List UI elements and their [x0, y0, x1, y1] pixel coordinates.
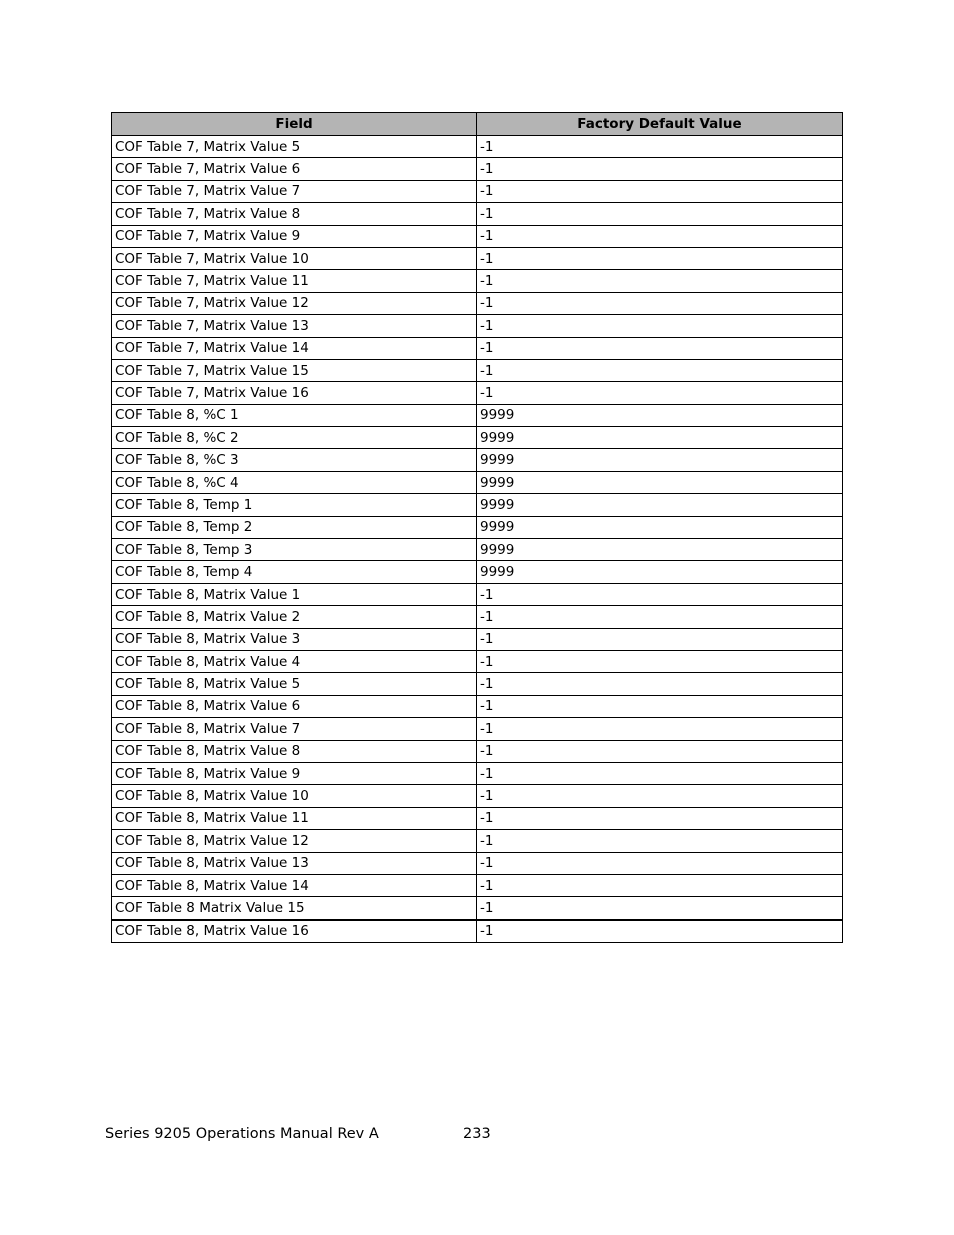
- field-cell: COF Table 8, Matrix Value 12: [112, 830, 477, 852]
- field-cell: COF Table 8 Matrix Value 15: [112, 897, 477, 920]
- default-value-cell: 9999: [477, 561, 843, 583]
- table-row: [112, 807, 843, 829]
- factory-defaults-table: [111, 112, 843, 943]
- default-value-cell: 9999: [477, 494, 843, 516]
- field-cell: COF Table 8, Matrix Value 9: [112, 762, 477, 784]
- default-value-cell: -1: [477, 762, 843, 784]
- field-cell: COF Table 8, Matrix Value 7: [112, 718, 477, 740]
- table-row: [112, 158, 843, 180]
- field-cell: COF Table 7, Matrix Value 16: [112, 382, 477, 404]
- default-value-column-header: Factory Default Value: [477, 113, 843, 136]
- default-value-cell: -1: [477, 359, 843, 381]
- default-value-cell: -1: [477, 785, 843, 807]
- table-row: [112, 494, 843, 516]
- field-cell: COF Table 8, Matrix Value 16: [112, 920, 477, 943]
- field-cell: COF Table 8, Matrix Value 5: [112, 673, 477, 695]
- table-row: [112, 180, 843, 202]
- footer-page-number: 233: [463, 1126, 491, 1142]
- table-row: [112, 337, 843, 359]
- table-row: [112, 315, 843, 337]
- footer-manual-title: Series 9205 Operations Manual Rev A: [105, 1126, 379, 1142]
- table-row: [112, 718, 843, 740]
- table-row: [112, 516, 843, 538]
- table-row: [112, 673, 843, 695]
- field-cell: COF Table 8, Temp 1: [112, 494, 477, 516]
- table-row: [112, 650, 843, 672]
- field-cell: COF Table 7, Matrix Value 13: [112, 315, 477, 337]
- field-cell: COF Table 7, Matrix Value 5: [112, 136, 477, 158]
- table-row: [112, 628, 843, 650]
- table-row: [112, 449, 843, 471]
- table-row: [112, 561, 843, 583]
- default-value-cell: -1: [477, 225, 843, 247]
- default-value-cell: -1: [477, 203, 843, 225]
- table-row: [112, 762, 843, 784]
- table-row: [112, 852, 843, 874]
- table-row: [112, 897, 843, 920]
- default-value-cell: 9999: [477, 539, 843, 561]
- default-value-cell: -1: [477, 337, 843, 359]
- field-cell: COF Table 8, Matrix Value 3: [112, 628, 477, 650]
- default-value-cell: 9999: [477, 516, 843, 538]
- field-cell: COF Table 7, Matrix Value 7: [112, 180, 477, 202]
- default-value-cell: -1: [477, 650, 843, 672]
- table-row: [112, 695, 843, 717]
- default-value-cell: -1: [477, 583, 843, 605]
- default-value-cell: -1: [477, 673, 843, 695]
- default-value-cell: -1: [477, 740, 843, 762]
- field-cell: COF Table 8, %C 1: [112, 404, 477, 426]
- table-row: [112, 359, 843, 381]
- field-cell: COF Table 7, Matrix Value 9: [112, 225, 477, 247]
- field-cell: COF Table 8, Matrix Value 4: [112, 650, 477, 672]
- table-row: [112, 740, 843, 762]
- default-value-cell: -1: [477, 695, 843, 717]
- field-cell: COF Table 7, Matrix Value 12: [112, 292, 477, 314]
- field-cell: COF Table 8, Matrix Value 1: [112, 583, 477, 605]
- field-cell: COF Table 7, Matrix Value 14: [112, 337, 477, 359]
- table-header-row: [112, 113, 843, 136]
- field-cell: COF Table 8, Temp 4: [112, 561, 477, 583]
- field-cell: COF Table 7, Matrix Value 10: [112, 247, 477, 269]
- default-value-cell: -1: [477, 897, 843, 920]
- field-cell: COF Table 8, Temp 3: [112, 539, 477, 561]
- default-value-cell: -1: [477, 830, 843, 852]
- field-cell: COF Table 8, Matrix Value 11: [112, 807, 477, 829]
- field-cell: COF Table 8, %C 2: [112, 427, 477, 449]
- table-row: [112, 920, 843, 943]
- table-row: [112, 785, 843, 807]
- field-cell: COF Table 7, Matrix Value 6: [112, 158, 477, 180]
- table-row: [112, 136, 843, 158]
- default-value-cell: -1: [477, 874, 843, 896]
- default-value-cell: 9999: [477, 427, 843, 449]
- table-row: [112, 404, 843, 426]
- default-value-cell: 9999: [477, 471, 843, 493]
- default-value-cell: -1: [477, 628, 843, 650]
- field-cell: COF Table 8, Matrix Value 2: [112, 606, 477, 628]
- table-row: [112, 247, 843, 269]
- default-value-cell: -1: [477, 920, 843, 943]
- table-row: [112, 471, 843, 493]
- default-value-cell: -1: [477, 807, 843, 829]
- default-value-cell: -1: [477, 247, 843, 269]
- default-value-cell: -1: [477, 718, 843, 740]
- field-cell: COF Table 8, Matrix Value 10: [112, 785, 477, 807]
- table-row: [112, 270, 843, 292]
- table-row: [112, 874, 843, 896]
- field-cell: COF Table 8, Matrix Value 6: [112, 695, 477, 717]
- field-cell: COF Table 8, %C 3: [112, 449, 477, 471]
- default-value-cell: -1: [477, 292, 843, 314]
- table-row: [112, 606, 843, 628]
- default-value-cell: -1: [477, 270, 843, 292]
- table-body: [112, 136, 843, 943]
- table-row: [112, 583, 843, 605]
- default-value-cell: 9999: [477, 449, 843, 471]
- default-value-cell: -1: [477, 606, 843, 628]
- table-row: [112, 427, 843, 449]
- table-row: [112, 292, 843, 314]
- field-cell: COF Table 8, Matrix Value 14: [112, 874, 477, 896]
- field-cell: COF Table 8, Matrix Value 13: [112, 852, 477, 874]
- field-cell: COF Table 7, Matrix Value 15: [112, 359, 477, 381]
- table-row: [112, 203, 843, 225]
- table-row: [112, 830, 843, 852]
- default-value-cell: -1: [477, 136, 843, 158]
- default-value-cell: -1: [477, 382, 843, 404]
- default-value-cell: -1: [477, 852, 843, 874]
- default-value-cell: -1: [477, 158, 843, 180]
- field-cell: COF Table 8, Matrix Value 8: [112, 740, 477, 762]
- table-row: [112, 539, 843, 561]
- field-cell: COF Table 8, Temp 2: [112, 516, 477, 538]
- field-cell: COF Table 8, %C 4: [112, 471, 477, 493]
- field-column-header: Field: [112, 113, 477, 136]
- table-row: [112, 382, 843, 404]
- table-row: [112, 225, 843, 247]
- field-cell: COF Table 7, Matrix Value 8: [112, 203, 477, 225]
- default-value-cell: -1: [477, 180, 843, 202]
- default-value-cell: 9999: [477, 404, 843, 426]
- default-value-cell: -1: [477, 315, 843, 337]
- field-cell: COF Table 7, Matrix Value 11: [112, 270, 477, 292]
